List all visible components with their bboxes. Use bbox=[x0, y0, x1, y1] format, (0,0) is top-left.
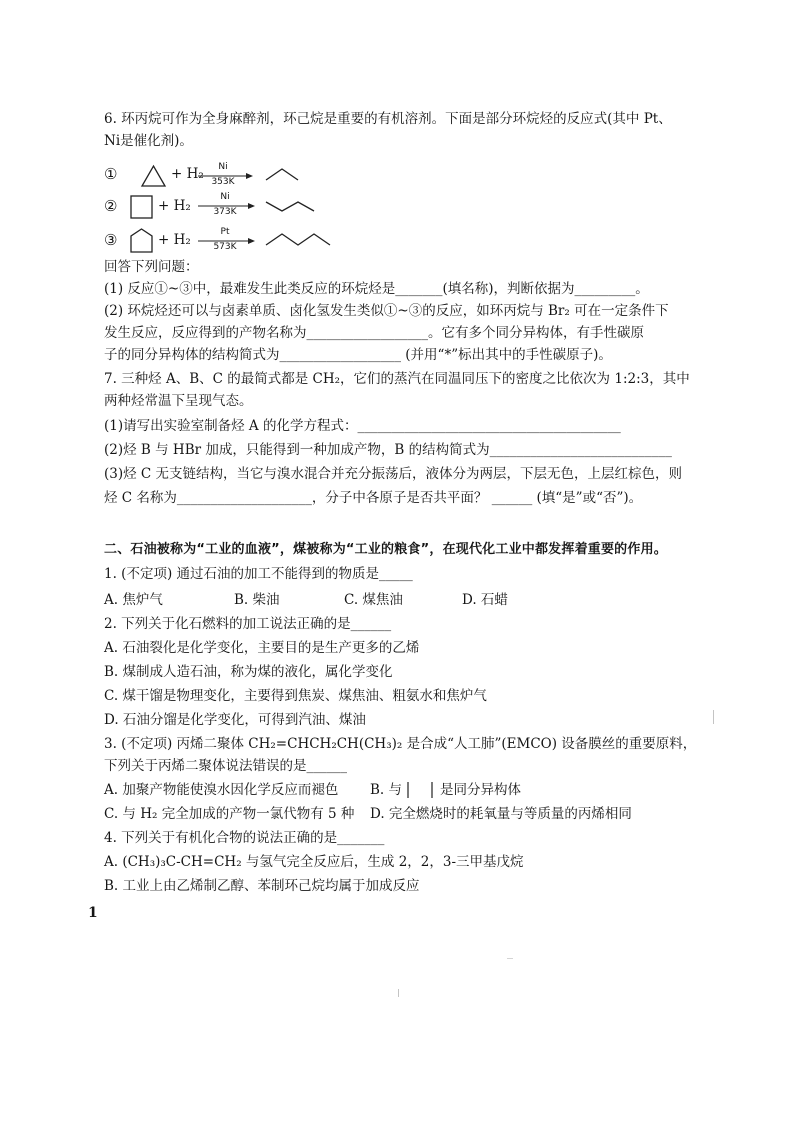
s2-q2-option-b: B. 煤制成人造石油，称为煤的液化，属化学变化 bbox=[104, 664, 393, 680]
s2-q2-option-a: A. 石油裂化是化学变化，主要目的是生产更多的乙烯 bbox=[104, 640, 420, 656]
s2-q3-option-d: D. 完全燃烧时的耗氧量与等质量的丙烯相同 bbox=[370, 806, 632, 822]
s2-q3-option-b: B. 与 bbox=[370, 782, 403, 798]
reaction-1-number: ① bbox=[104, 165, 118, 183]
q6-intro-line2: Ni是催化剂)。 bbox=[104, 133, 193, 149]
reaction-3-temperature: 573K bbox=[213, 242, 237, 252]
s2-q3-stem-line1: 3. (不定项) 丙烯二聚体 CH₂=CHCH₂CH(CH₃)₂ 是合成“人工肺”(EMCO) 设备膜丝的重要原料， bbox=[104, 736, 697, 752]
q6-intro-line1: 6. 环丙烷可作为全身麻醉剂，环己烷是重要的有机溶剂。下面是部分环烷烃的反应式(其中 Pt、 bbox=[104, 111, 672, 127]
q7-intro-line1: 7. 三种烃 A、B、C 的最简式都是 CH₂，它们的蒸汽在同温同压下的密度之比依次为 1:2:3，其中 bbox=[104, 371, 690, 387]
q6-sub2-line1: (2) 环烷烃还可以与卤素单质、卤化氢发生类似①~③的反应，如环丙烷与 Br₂ 可在一定条件下 bbox=[104, 303, 669, 319]
butane-skeleton bbox=[266, 202, 314, 211]
scan-speck bbox=[398, 989, 399, 997]
s2-q1-option-a: A. 焦炉气 bbox=[104, 592, 163, 608]
reaction-2-temperature: 373K bbox=[213, 207, 237, 217]
q6-sub2-line2: 发生反应，反应得到的产物名称为__________________。它有多个同分异构体，有手性碳原 bbox=[104, 325, 644, 341]
q6-sub1: (1) 反应①~③中，最难发生此类反应的环烷烃是_______(填名称)，判断依据为_________。 bbox=[104, 281, 649, 297]
reaction-3-structures bbox=[0, 226, 794, 256]
q7-intro-line2: 两种烃常温下呈现气态。 bbox=[104, 393, 253, 409]
reaction-2-number: ② bbox=[104, 197, 118, 215]
reaction-1-temperature: 353K bbox=[211, 177, 235, 187]
scan-speck bbox=[507, 958, 513, 959]
reaction-1-plus-h2: + H₂ bbox=[171, 166, 204, 182]
reaction-2-catalyst: Ni bbox=[220, 192, 230, 202]
reaction-1-structures bbox=[0, 160, 794, 190]
page-number: 1 bbox=[88, 905, 98, 921]
cyclopropane-structure bbox=[142, 166, 165, 186]
s2-q1-stem: 1. (不定项) 通过石油的加工不能得到的物质是_____ bbox=[104, 566, 413, 582]
section2-heading: 二、石油被称为“工业的血液”，煤被称为“工业的粮食”，在现代化工业中都发挥着重要的作用。 bbox=[104, 542, 667, 557]
s2-q4-option-b: B. 工业上由乙烯制乙醇、苯制环己烷均属于加成反应 bbox=[104, 878, 420, 894]
s2-q1-option-d: D. 石蜡 bbox=[462, 592, 508, 608]
s2-q3-stem-line2: 下列关于丙烯二聚体说法错误的是______ bbox=[104, 758, 347, 774]
q6-sub2-line3: 子的同分异构体的结构简式为__________________ (并用“*”标出其中的手性碳原子)。 bbox=[104, 347, 612, 363]
reaction-3-number: ③ bbox=[104, 231, 118, 249]
cyclobutane-structure bbox=[131, 196, 152, 218]
reaction-1-catalyst: Ni bbox=[218, 162, 228, 172]
reaction-3-plus-h2: + H₂ bbox=[158, 232, 191, 248]
s2-q3-option-b-structure bbox=[404, 779, 438, 801]
s2-q1-option-c: C. 煤焦油 bbox=[344, 592, 403, 608]
s2-q3-option-c: C. 与 H₂ 完全加成的产物一氯代物有 5 种 bbox=[104, 806, 355, 822]
q7-sub3-line1: (3)烃 C 无支链结构，当它与溴水混合并充分振荡后，液体分为两层，下层无色，上层红棕色，则 bbox=[104, 466, 683, 482]
s2-q3-option-a: A. 加聚产物能使溴水因化学反应而褪色 bbox=[104, 782, 339, 798]
s2-q2-option-c: C. 煤干馏是物理变化，主要得到焦炭、煤焦油、粗氨水和焦炉气 bbox=[104, 688, 487, 704]
s2-q4-option-a: A. (CH₃)₃C-CH=CH₂ 与氢气完全反应后，生成 2，2，3-三甲基戊烷 bbox=[104, 854, 524, 870]
s2-q2-option-d: D. 石油分馏是化学变化，可得到汽油、煤油 bbox=[104, 712, 366, 728]
reaction-2-plus-h2: + H₂ bbox=[158, 198, 191, 214]
q6-answer-prompt: 回答下列问题： bbox=[104, 259, 199, 275]
reaction-2-structures bbox=[0, 192, 794, 222]
q7-sub1: (1)请写出实验室制备烃 A 的化学方程式：_______________________________________ bbox=[104, 418, 621, 434]
reaction-3 bbox=[0, 226, 794, 256]
reaction-1 bbox=[0, 160, 794, 190]
s2-q1-option-b: B. 柴油 bbox=[234, 592, 280, 608]
cyclopentane-structure bbox=[131, 229, 152, 252]
q7-sub2: (2)烃 B 与 HBr 加成，只能得到一种加成产物，B 的结构简式为___________________________ bbox=[104, 442, 672, 458]
s2-q4-stem: 4. 下列关于有机化合物的说法正确的是_______ bbox=[104, 830, 385, 846]
propane-skeleton bbox=[266, 169, 298, 180]
s2-q3-option-b-tail: 是同分异构体 bbox=[440, 782, 521, 798]
reaction-2 bbox=[0, 192, 794, 222]
s2-q2-stem: 2. 下列关于化石燃料的加工说法正确的是______ bbox=[104, 616, 392, 632]
reaction-3-catalyst: Pt bbox=[220, 227, 230, 237]
q7-sub3-line2: 烃 C 名称为____________________，分子中各原子是否共平面？ ______ (填“是”或“否”)。 bbox=[104, 490, 643, 506]
pentane-skeleton bbox=[266, 234, 330, 245]
scan-speck bbox=[713, 710, 714, 724]
